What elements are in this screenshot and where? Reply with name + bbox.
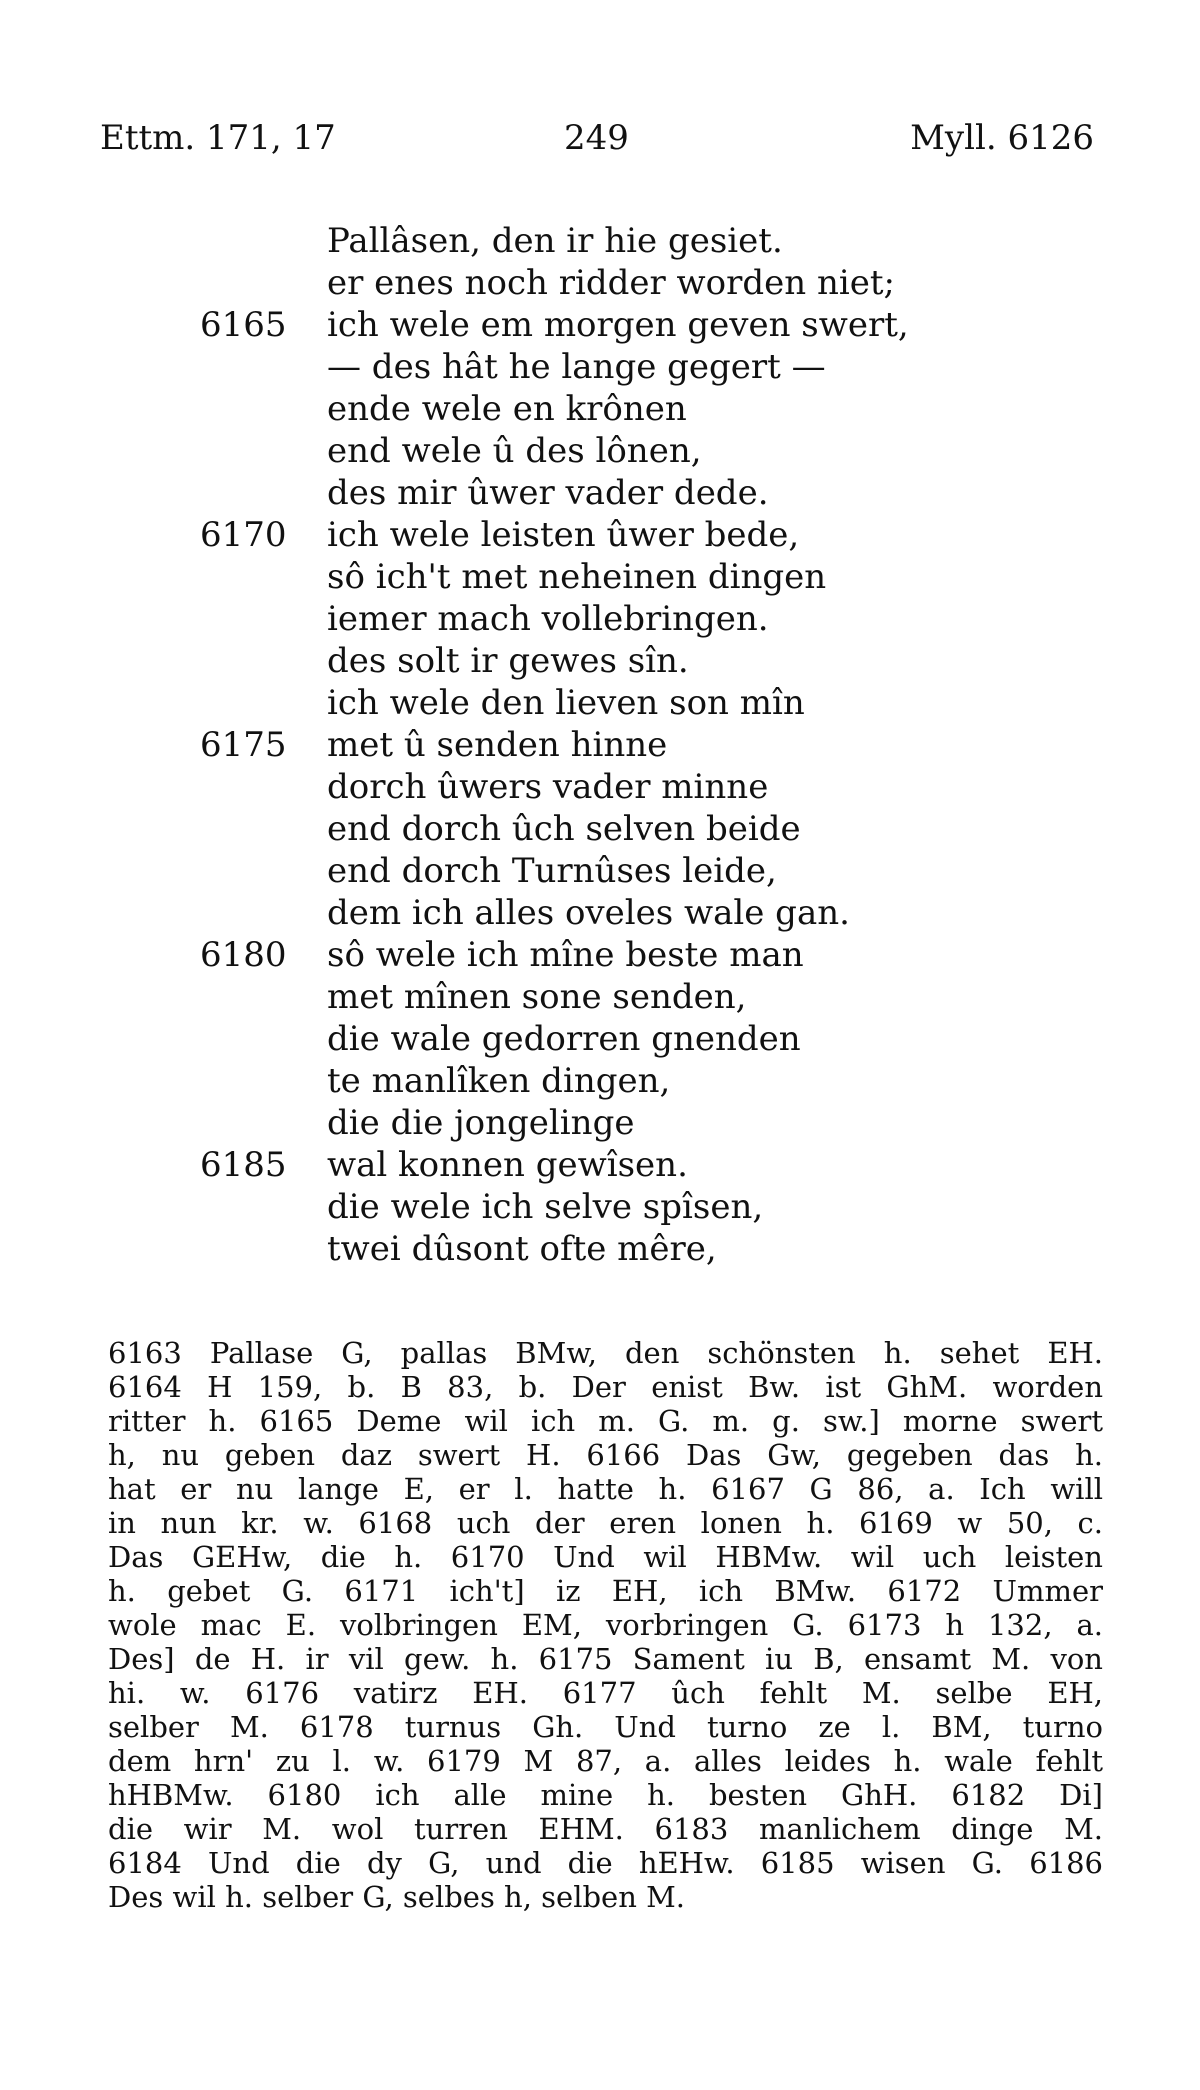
apparatus-line: dem hrn' zu l. w. 6179 M 87, a. alles leides h. wale fehlt bbox=[108, 1744, 1103, 1778]
verse-line bbox=[0, 388, 1200, 430]
line-number: 6170 bbox=[200, 515, 287, 555]
verse-line bbox=[0, 1102, 1200, 1144]
verse-line bbox=[0, 1018, 1200, 1060]
apparatus-line: hi. w. 6176 vatirz EH. 6177 ûch fehlt M. selbe EH, bbox=[108, 1676, 1103, 1710]
verse-line bbox=[0, 1228, 1200, 1270]
verse-text: er enes noch ridder worden niet; bbox=[327, 263, 895, 303]
verse-line bbox=[0, 1144, 1200, 1186]
apparatus-line: h, nu geben daz swert H. 6166 Das Gw, gegeben das h. bbox=[108, 1438, 1103, 1472]
verse-text: met mînen sone senden, bbox=[327, 977, 747, 1017]
verse-text: dem ich alles oveles wale gan. bbox=[327, 893, 850, 933]
verse-line bbox=[0, 598, 1200, 640]
verse-line bbox=[0, 976, 1200, 1018]
verse-text: twei dûsont ofte mêre, bbox=[327, 1229, 717, 1269]
apparatus-line: wole mac E. volbringen EM, vorbringen G. 6173 h 132, a. bbox=[108, 1608, 1103, 1642]
verse-line bbox=[0, 472, 1200, 514]
verse-line bbox=[0, 892, 1200, 934]
verse-text: sô ich't met neheinen dingen bbox=[327, 557, 827, 597]
verse-text: wal konnen gewîsen. bbox=[327, 1145, 688, 1185]
verse-line bbox=[0, 934, 1200, 976]
verse-text: die wele ich selve spîsen, bbox=[327, 1187, 764, 1227]
verse-line bbox=[0, 430, 1200, 472]
verse-line bbox=[0, 262, 1200, 304]
line-number: 6165 bbox=[200, 305, 287, 345]
apparatus-line: h. gebet G. 6171 ich't] iz EH, ich BMw. 6172 Ummer bbox=[108, 1574, 1103, 1608]
apparatus-line: hat er nu lange E, er l. hatte h. 6167 G 86, a. Ich will bbox=[108, 1472, 1103, 1506]
verse-line bbox=[0, 850, 1200, 892]
verse-line bbox=[0, 808, 1200, 850]
verse-line bbox=[0, 1186, 1200, 1228]
verse-line bbox=[0, 724, 1200, 766]
verse-text: sô wele ich mîne beste man bbox=[327, 935, 804, 975]
apparatus-line: in nun kr. w. 6168 uch der eren lonen h. 6169 w 50, c. bbox=[108, 1506, 1103, 1540]
verse-text: te manlîken dingen, bbox=[327, 1061, 671, 1101]
verse-text: end dorch Turnûses leide, bbox=[327, 851, 777, 891]
verse-line bbox=[0, 514, 1200, 556]
verse-line bbox=[0, 682, 1200, 724]
line-number: 6175 bbox=[200, 725, 287, 765]
verse-line bbox=[0, 346, 1200, 388]
apparatus-line: ritter h. 6165 Deme wil ich m. G. m. g. sw.] morne swert bbox=[108, 1404, 1103, 1438]
apparatus-line: Des] de H. ir vil gew. h. 6175 Sament iu B, ensamt M. von bbox=[108, 1642, 1103, 1676]
verse-text: end wele û des lônen, bbox=[327, 431, 702, 471]
verse-text: ich wele leisten ûwer bede, bbox=[327, 515, 800, 555]
apparatus-line: selber M. 6178 turnus Gh. Und turno ze l. BM, turno bbox=[108, 1710, 1103, 1744]
verse-text: die die jongelinge bbox=[327, 1103, 635, 1143]
verse-line bbox=[0, 766, 1200, 808]
critical-apparatus bbox=[108, 1336, 1103, 1914]
verse-block bbox=[0, 220, 1200, 1270]
verse-line bbox=[0, 304, 1200, 346]
verse-text: met û senden hinne bbox=[327, 725, 668, 765]
verse-line bbox=[0, 1060, 1200, 1102]
verse-line bbox=[0, 640, 1200, 682]
line-number: 6185 bbox=[200, 1145, 287, 1185]
apparatus-line: Des wil h. selber G, selbes h, selben M. bbox=[108, 1880, 686, 1914]
verse-line bbox=[0, 556, 1200, 598]
apparatus-line: Das GEHw, die h. 6170 Und wil HBMw. wil uch leisten bbox=[108, 1540, 1103, 1574]
verse-text: ich wele em morgen geven swert, bbox=[327, 305, 909, 345]
line-number: 6180 bbox=[200, 935, 287, 975]
apparatus-line: 6163 Pallase G, pallas BMw, den schönsten h. sehet EH. bbox=[108, 1336, 1103, 1370]
verse-line bbox=[0, 220, 1200, 262]
verse-text: Pallâsen, den ir hie gesiet. bbox=[327, 221, 783, 261]
verse-text: ende wele en krônen bbox=[327, 389, 687, 429]
running-head-right: Myll. 6126 bbox=[910, 118, 1094, 158]
verse-text: dorch ûwers vader minne bbox=[327, 767, 769, 807]
running-head-left: Ettm. 171, 17 bbox=[100, 118, 336, 158]
apparatus-line: hHBMw. 6180 ich alle mine h. besten GhH. 6182 Di] bbox=[108, 1778, 1103, 1812]
verse-text: ich wele den lieven son mîn bbox=[327, 683, 805, 723]
apparatus-line: 6184 Und die dy G, und die hEHw. 6185 wisen G. 6186 bbox=[108, 1846, 1103, 1880]
page-number: 249 bbox=[564, 118, 629, 158]
verse-text: — des hât he lange gegert — bbox=[327, 347, 826, 387]
verse-text: des solt ir gewes sîn. bbox=[327, 641, 689, 681]
verse-text: die wale gedorren gnenden bbox=[327, 1019, 801, 1059]
verse-text: des mir ûwer vader dede. bbox=[327, 473, 769, 513]
verse-text: iemer mach vollebringen. bbox=[327, 599, 769, 639]
verse-text: end dorch ûch selven beide bbox=[327, 809, 801, 849]
apparatus-line: die wir M. wol turren EHM. 6183 manlichem dinge M. bbox=[108, 1812, 1103, 1846]
apparatus-line: 6164 H 159, b. B 83, b. Der enist Bw. ist GhM. worden bbox=[108, 1370, 1103, 1404]
